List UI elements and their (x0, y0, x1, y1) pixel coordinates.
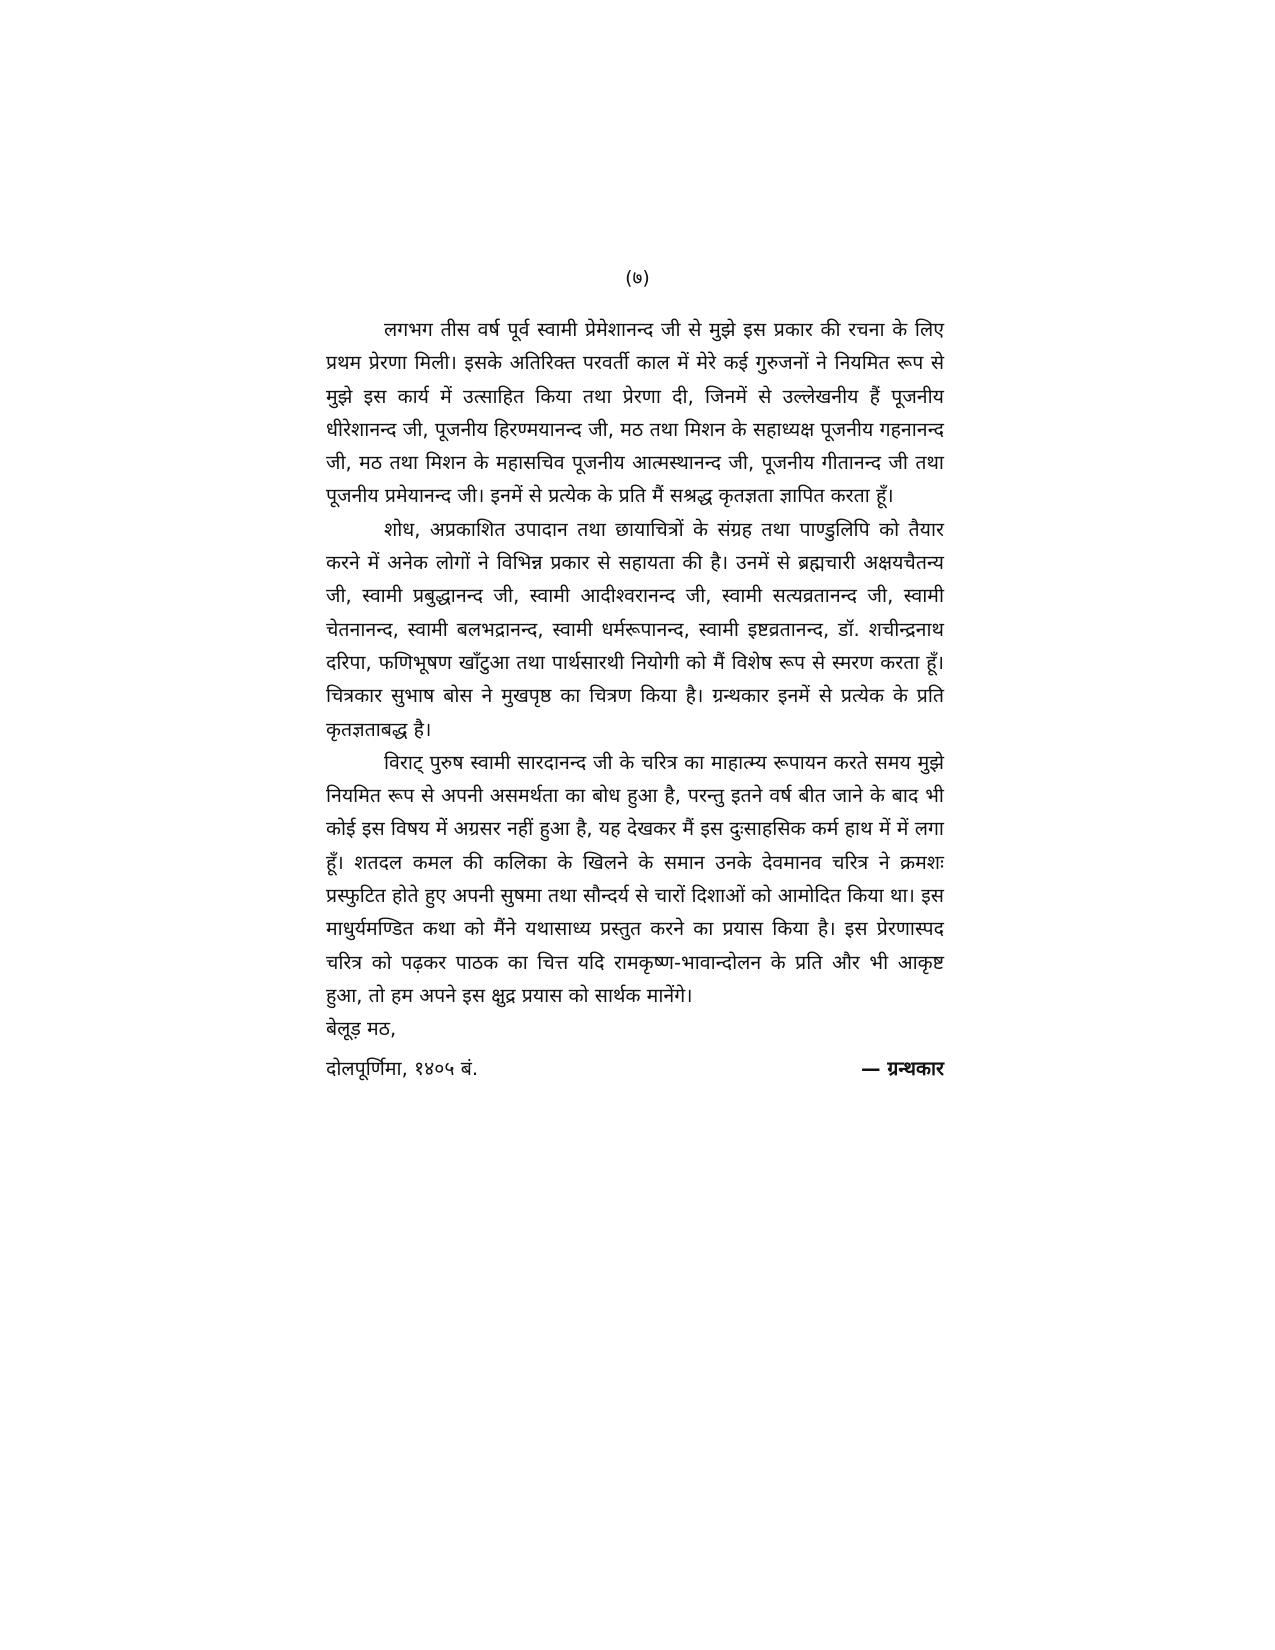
preface-body (326, 313, 944, 1046)
paragraph-author-statement: विराट् पुरुष स्वामी सारदानन्द जी के चरित्र का माहात्म्य रूपायन करते समय मुझे नियमित रूप से अपनी असमर्थता का बोध हुआ है, परन्तु इतने वर्ष बीत जाने के बाद भी कोई इस विषय में अग्रसर नहीं हुआ है, यह देखकर मैं इस दुःसाहसिक कर्म हाथ में में लगा हूँ। शतदल कमल की कलिका के खिलने के समान उनके देवमानव चरित्र ने क्रमशः प्रस्फुटित होते हुए अपनी सुषमा तथा सौन्दर्य से चारों दिशाओं को आमोदित किया था। इस माधुर्यमण्डित कथा को मैंने यथासाध्य प्रस्तुत करने का प्रयास किया है। इस प्रेरणास्पद चरित्र को पढ़कर पाठक का चित्त यदि रामकृष्ण-भावान्दोलन के प्रति और भी आकृष्ट हुआ, तो हम अपने इस क्षुद्र प्रयास को सार्थक मानेंगे। (326, 750, 944, 1007)
paragraph-acknowledgement-helpers: शोध, अप्रकाशित उपादान तथा छायाचित्रों के संग्रह तथा पाण्डुलिपि को तैयार करने में अनेक लोगों ने विभिन्न प्रकार से सहायता की है। उनमें से ब्रह्मचारी अक्षयचैतन्य जी, स्वामी प्रबुद्धानन्द जी, स्वामी आदीश्वरानन्द जी, स्वामी सत्यव्रतानन्द जी, स्वामी चेतनानन्द, स्वामी बलभद्रानन्द, स्वामी धर्मरूपानन्द, स्वामी इष्टव्रतानन्द, डॉ. शचीन्द्रनाथ दरिपा, फणिभूषण खाँटुआ तथा पार्थसारथी नियोगी को मैं विशेष रूप से स्मरण करता हूँ। चित्रकार सुभाष बोस ने मुखपृष्ठ का चित्रण किया है। ग्रन्थकार इनमें से प्रत्येक के प्रति कृतज्ञताबद्ध है। (326, 517, 944, 741)
paragraph-acknowledgement-gurus: लगभग तीस वर्ष पूर्व स्वामी प्रेमेशानन्द जी से मुझे इस प्रकार की रचना के लिए प्रथम प्रेरणा मिली। इसके अतिरिक्त परवर्ती काल में मेरे कई गुरुजनों ने नियमित रूप से मुझे इस कार्य में उत्साहित किया तथा प्रेरणा दी, जिनमें से उल्लेखनीय हैं पूजनीय धीरेशानन्द जी, पूजनीय हिरण्मयानन्द जी, मठ तथा मिशन के सहाध्यक्ष पूजनीय गहनानन्द जी, मठ तथा मिशन के महासचिव पूजनीय आत्मस्थानन्द जी, पूजनीय गीतानन्द जी तथा पूजनीय प्रमेयानन्द जी। इनमें से प्रत्येक के प्रति मैं सश्रद्ध कृतज्ञता ज्ञापित करता हूँ। (326, 318, 944, 508)
author-signature: — ग्रन्थकार (861, 1057, 944, 1080)
page-number: (७) (625, 267, 650, 289)
date-line: दोलपूर्णिमा, १४०५ बं. (326, 1057, 479, 1080)
signature-line (326, 1052, 944, 1086)
place-line: बेलूड़ मठ, (326, 1017, 397, 1041)
